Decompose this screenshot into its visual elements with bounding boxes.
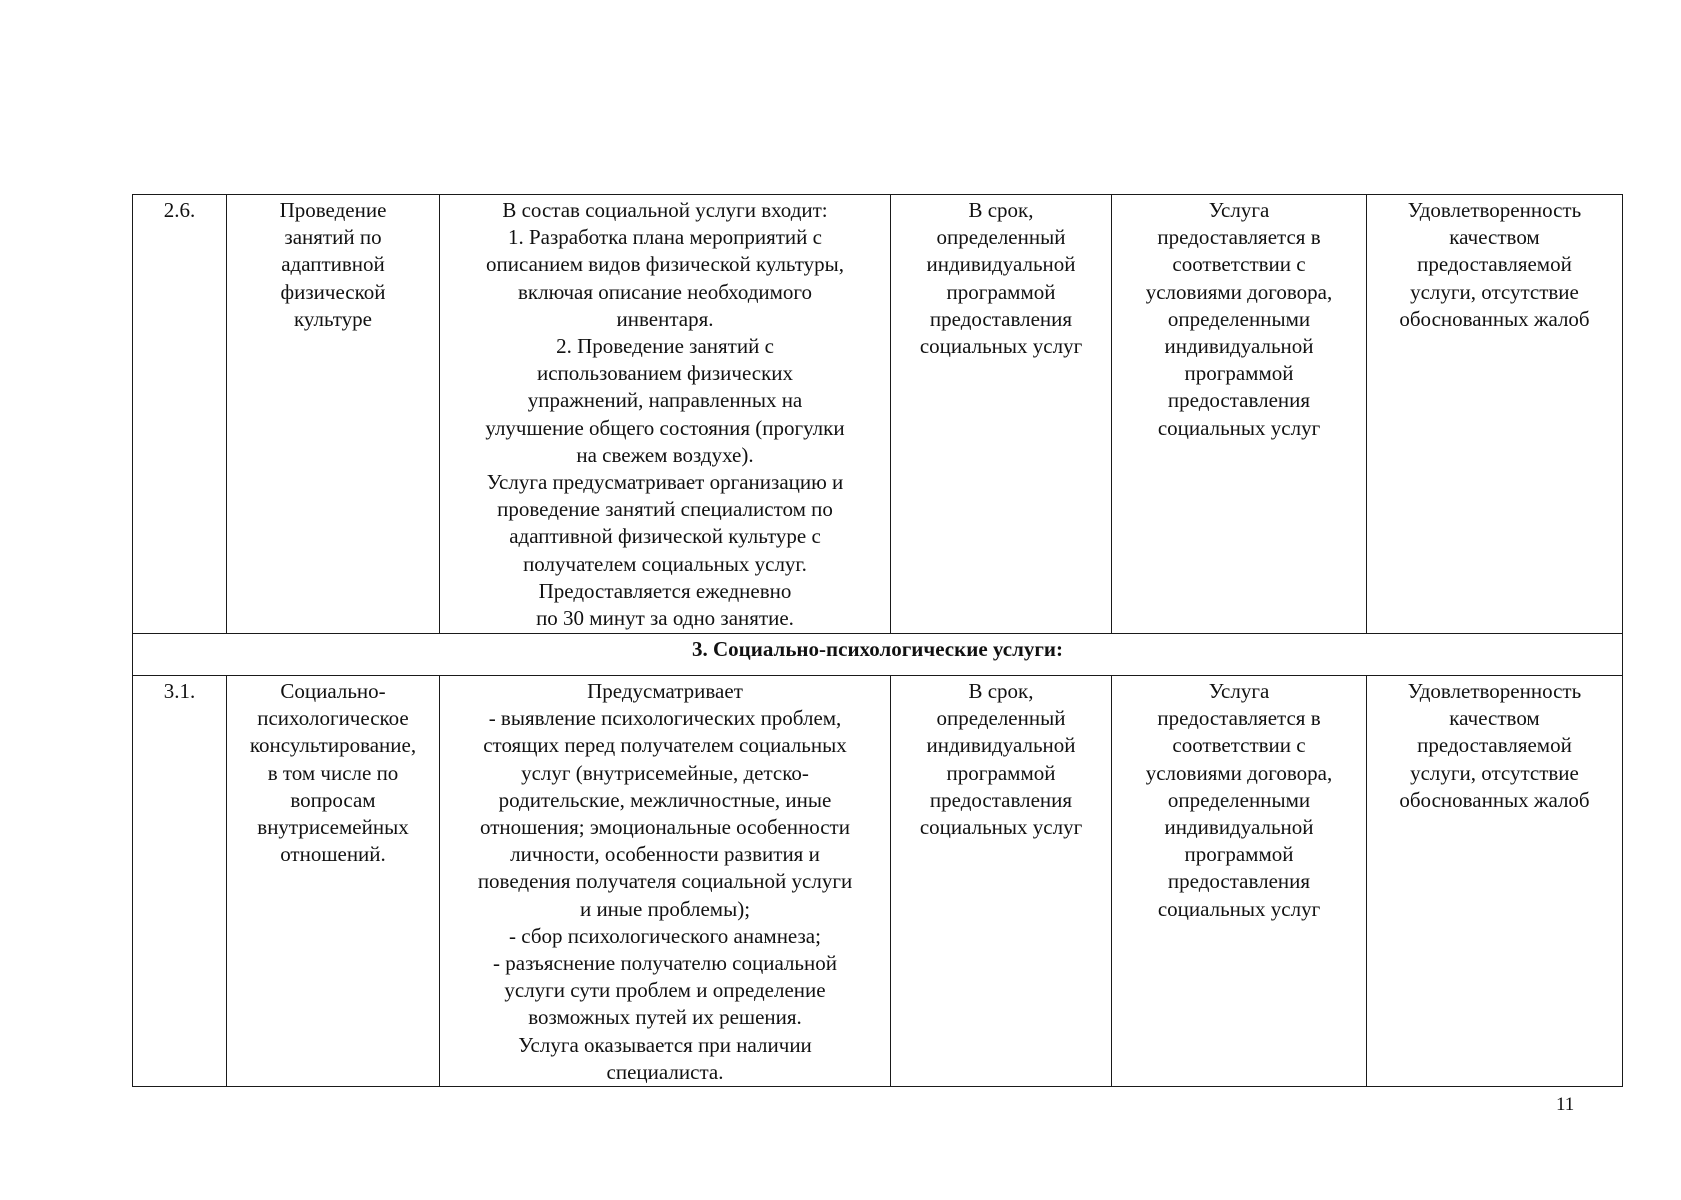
service-conditions: Услуга предоставляется в соответствии с условиями договора, определенными индивидуальной программой предоставления социальных услуг xyxy=(1112,676,1367,1087)
service-conditions: Услуга предоставляется в соответствии с условиями договора, определенными индивидуальной программой предоставления социальных услуг xyxy=(1112,195,1367,634)
table-row xyxy=(133,676,1623,1087)
service-description: В состав социальной услуги входит: 1. Разработка плана мероприятий с описанием видов физической культуры, включая описание необходимого инвентаря. 2. Проведение занятий с использованием физических упражнений, направленных на улучшение общего состояния (прогулки на свежем воздухе). Услуга предусматривает организацию и проведение занятий специалистом по адаптивной физической культуре с получателем социальных услуг. Предоставляется ежедневно по 30 минут за одно занятие. xyxy=(440,195,891,634)
service-term: В срок, определенный индивидуальной программой предоставления социальных услуг xyxy=(891,676,1112,1087)
page-number: 11 xyxy=(1556,1094,1575,1115)
service-quality: Удовлетворенность качеством предоставляемой услуги, отсутствие обоснованных жалоб xyxy=(1367,676,1623,1087)
table-row xyxy=(133,195,1623,634)
service-description: Предусматривает - выявление психологических проблем, стоящих перед получателем социальных услуг (внутрисемейные, детско- родительские, межличностные, иные отношения; эмоциональные особенности личности, особенности развития и поведения получателя социальной услуги и иные проблемы); - сбор психологического анамнеза; - разъяснение получателю социальной услуги сути проблем и определение возможных путей их решения. Услуга оказывается при наличии специалиста. xyxy=(440,676,891,1087)
service-term: В срок, определенный индивидуальной программой предоставления социальных услуг xyxy=(891,195,1112,634)
service-name: Проведение занятий по адаптивной физической культуре xyxy=(227,195,440,634)
row-number: 3.1. xyxy=(133,676,227,1087)
services-table xyxy=(132,194,1623,1087)
service-name: Социально- психологическое консультирование, в том числе по вопросам внутрисемейных отношений. xyxy=(227,676,440,1087)
service-quality: Удовлетворенность качеством предоставляемой услуги, отсутствие обоснованных жалоб xyxy=(1367,195,1623,634)
section-header-row xyxy=(133,634,1623,676)
section-title: 3. Социально-психологические услуги: xyxy=(133,634,1623,676)
row-number: 2.6. xyxy=(133,195,227,634)
